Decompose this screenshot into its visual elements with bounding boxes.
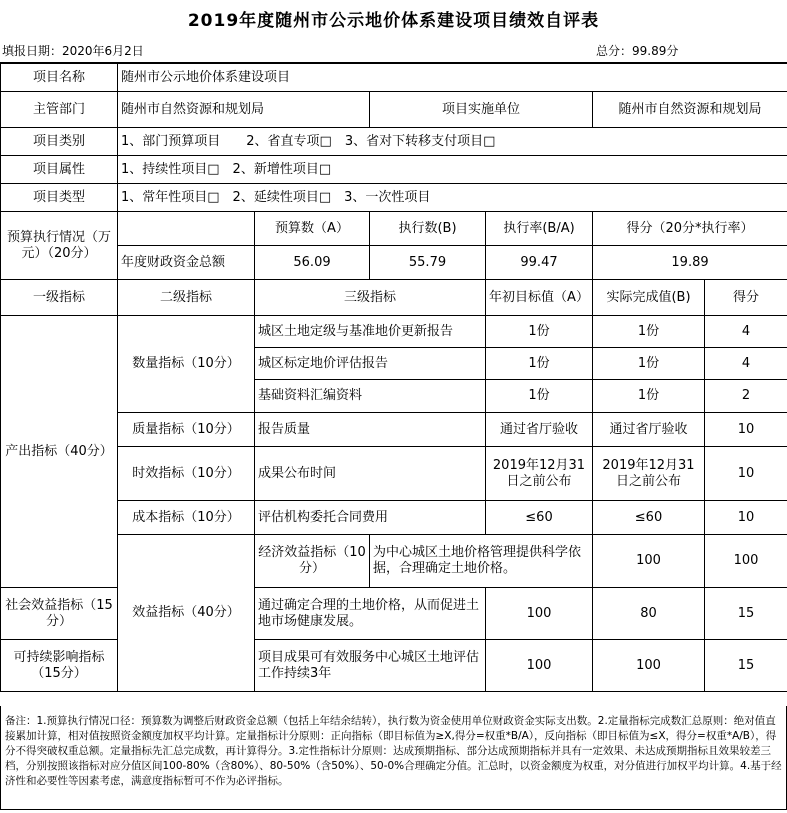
project-name-label: 项目名称 [1, 64, 118, 92]
cost-label: 成本指标（10分） [118, 501, 255, 535]
indicator-name: 评估机构委托合同费用 [255, 501, 486, 535]
dept-value: 随州市自然资源和规划局 [118, 92, 370, 128]
indicator-score: 4 [705, 316, 787, 348]
attr-value: 1、持续性项目□ 2、新增性项目□ [118, 156, 787, 184]
indicator-score: 10 [705, 413, 787, 447]
indicator-target: 2019年12月31日之前公布 [486, 447, 593, 501]
indicator-name: 成果公布时间 [255, 447, 486, 501]
attr-label: 项目属性 [1, 156, 118, 184]
table-row [1, 447, 787, 501]
table-row [1, 64, 787, 92]
indicator-target: ≤60 [486, 501, 593, 535]
indicator-name: 报告质量 [255, 413, 486, 447]
dept-label: 主管部门 [1, 92, 118, 128]
indicator-target: 100 [486, 588, 593, 640]
indicator-actual: 100 [705, 535, 787, 588]
indicator-score: 15 [705, 640, 787, 692]
indicator-score: 4 [705, 348, 787, 380]
budget-header-rate: 执行率(B/A) [486, 212, 593, 246]
quality-label: 质量指标（10分） [118, 413, 255, 447]
indicator-score: 15 [705, 588, 787, 640]
social-label: 社会效益指标（15分） [1, 588, 118, 640]
evaluation-table [0, 63, 787, 692]
indicator-name: 通过确定合理的土地价格，从而促进土地市场健康发展。 [255, 588, 486, 640]
indicator-score: 2 [705, 380, 787, 413]
sustain-label: 可持续影响指标（15分） [1, 640, 118, 692]
budget-value: 56.09 [255, 246, 370, 280]
indicator-target: 1份 [486, 380, 593, 413]
economic-label: 经济效益指标（10分） [255, 535, 370, 588]
indicator-target: 1份 [486, 348, 593, 380]
exec-value: 55.79 [370, 246, 486, 280]
table-row [1, 501, 787, 535]
indicator-name: 项目成果可有效服务中心城区土地评估工作持续3年 [255, 640, 486, 692]
indicator-actual: 1份 [593, 348, 705, 380]
indicator-actual: 2019年12月31日之前公布 [593, 447, 705, 501]
table-row [1, 246, 787, 280]
header-score: 得分 [705, 280, 787, 316]
quantity-label: 数量指标（10分） [118, 316, 255, 413]
budget-header-b: 执行数(B) [370, 212, 486, 246]
indicator-name: 为中心城区土地价格管理提供科学依据，合理确定土地价格。 [370, 535, 593, 588]
impl-label: 项目实施单位 [370, 92, 593, 128]
type-label: 项目类型 [1, 184, 118, 212]
header-level1: 一级指标 [1, 280, 118, 316]
table-row [1, 92, 787, 128]
footnote: 备注：1.预算执行情况口径：预算数为调整后财政资金总额（包括上年结余结转），执行数为资金使用单位财政资金实际支出数。2.定量指标完成数汇总原则：绝对值直接累加计算，相对值按照资金额度加权平均计算。定量指标计分原则：正向指标（即目标值为≥X,得分=权重*B/A），反向指标（即目标值为≤X，得分=权重*A/B），得分不得突破权重总额。定量指标先汇总完成数，再计算得分。3.定性指标计分原则：达成预期指标、部分达成预期指标并具有一定效果、未达成预期指标且效果较差三档，分别按照该指标对应分值区间100-80%（含80%）、80-50%（含50%）、50-0%合理确定分值。汇总时，以资金额度为权重，对分值进行加权平均计算。4.基于经济性和必要性等因素考虑，满意度指标暂可不作为必评指标。 [0, 706, 787, 810]
category-label: 项目类别 [1, 128, 118, 156]
indicator-score: 10 [705, 447, 787, 501]
indicator-actual: 1份 [593, 316, 705, 348]
table-row [1, 280, 787, 316]
indicator-actual: 80 [593, 588, 705, 640]
project-name: 随州市公示地价体系建设项目 [118, 64, 787, 92]
indicator-target: 100 [593, 535, 705, 588]
indicator-actual: 通过省厅验收 [593, 413, 705, 447]
indicator-target: 1份 [486, 316, 593, 348]
table-row [1, 413, 787, 447]
fill-date: 填报日期：2020年6月2日 [2, 44, 144, 58]
budget-score: 19.89 [593, 246, 787, 280]
impl-value: 随州市自然资源和规划局 [593, 92, 787, 128]
indicator-score: 10 [705, 501, 787, 535]
header-actual: 实际完成值(B) [593, 280, 705, 316]
table-row [1, 184, 787, 212]
indicator-actual: ≤60 [593, 501, 705, 535]
output-label: 产出指标（40分） [1, 316, 118, 588]
page-title: 2019年度随州市公示地价体系建设项目绩效自评表 [187, 11, 600, 31]
type-value: 1、常年性项目□ 2、延续性项目□ 3、一次性项目 [118, 184, 787, 212]
budget-header-a: 预算数（A） [255, 212, 370, 246]
budget-blank [118, 212, 255, 246]
total-score: 总分：99.89分 [596, 44, 679, 58]
indicator-name: 城区土地定级与基准地价更新报告 [255, 316, 486, 348]
table-row [1, 128, 787, 156]
rate-value: 99.47 [486, 246, 593, 280]
header-target: 年初目标值（A） [486, 280, 593, 316]
indicator-actual: 1份 [593, 380, 705, 413]
benefit-label: 效益指标（40分） [118, 535, 255, 692]
category-value: 1、部门预算项目 2、省直专项□ 3、省对下转移支付项目□ [118, 128, 787, 156]
indicator-actual: 100 [593, 640, 705, 692]
table-row [1, 535, 787, 588]
budget-label: 预算执行情况（万元）（20分） [1, 212, 118, 280]
table-row [1, 316, 787, 348]
header-level2: 二级指标 [118, 280, 255, 316]
table-row [1, 156, 787, 184]
budget-header-score: 得分（20分*执行率） [593, 212, 787, 246]
time-label: 时效指标（10分） [118, 447, 255, 501]
indicator-name: 城区标定地价评估报告 [255, 348, 486, 380]
indicator-target: 通过省厅验收 [486, 413, 593, 447]
indicator-target: 100 [486, 640, 593, 692]
header-level3: 三级指标 [255, 280, 486, 316]
indicator-name: 基础资料汇编资料 [255, 380, 486, 413]
table-row [1, 212, 787, 246]
budget-row-label: 年度财政资金总额 [118, 246, 255, 280]
